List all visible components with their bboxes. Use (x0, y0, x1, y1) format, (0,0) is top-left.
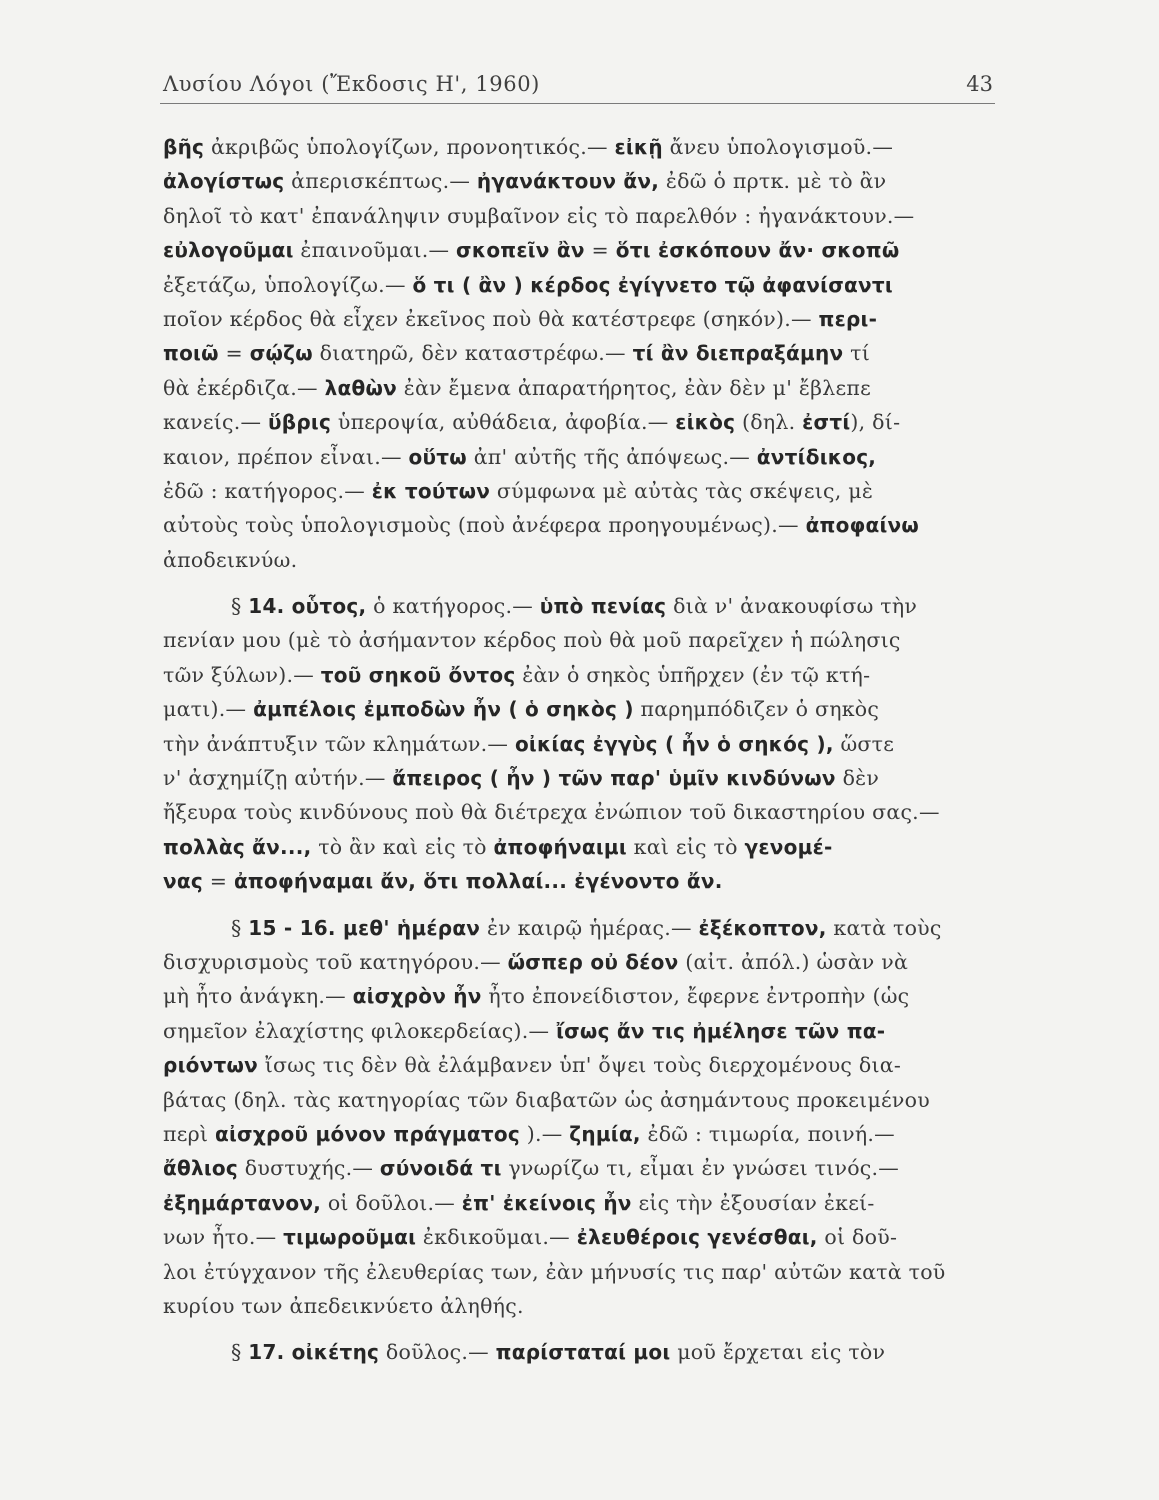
gloss-text: παρημπόδιζεν ὁ σηκὸς (633, 697, 880, 722)
gloss-text: = (218, 341, 250, 366)
text-line (163, 864, 1008, 898)
lemma-term: βῆς (163, 135, 205, 159)
text-line (163, 543, 1008, 577)
lemma-term: ὅτι ἐσκόπουν ἄν· σκοπῶ (615, 238, 900, 263)
lemma-term: γενομέ- (744, 834, 833, 859)
lemma-term: ἀντίδικος, (756, 444, 877, 469)
text-line (163, 1289, 1008, 1323)
text-line (163, 727, 1008, 761)
lemma-term: 14. οὗτος, (248, 594, 367, 619)
text-line (163, 1186, 1008, 1220)
lemma-term: περι- (818, 306, 878, 331)
gloss-text: ἐδῶ : τιμωρία, ποινή.— (640, 1121, 895, 1146)
lemma-term: αἰσχροῦ μόνον πράγματος (214, 1121, 520, 1146)
text-line (163, 233, 1008, 267)
gloss-text: § (231, 594, 249, 619)
gloss-text: περὶ (163, 1121, 215, 1146)
lemma-term: τιμωροῦμαι (283, 1225, 417, 1250)
gloss-text: ἦτο ἐπονείδιστον, ἔφερνε ἐντροπὴν (ὡς (481, 984, 910, 1009)
gloss-text: σύμφωνα μὲ αὐτὰς τὰς σκέψεις, μὲ (490, 478, 874, 503)
gloss-text: ἴσως τις δὲν θὰ ἐλάμβανεν ὑπ' ὄψει τοὺς διερχομένους δια- (258, 1053, 902, 1078)
gloss-text: ἀκριβῶς ὑπολογίζων, προνοητικός.— (204, 135, 615, 159)
lemma-term: ἐλευθέροις γενέσθαι, (576, 1225, 818, 1250)
lemma-term: ἐπ' ἐκείνοις ἦν (461, 1190, 632, 1215)
text-line (163, 911, 1008, 945)
lemma-term: ἀλογίστως (163, 169, 285, 194)
lemma-term: παρίσταταί μοι (495, 1340, 671, 1365)
gloss-text: οἱ δοῦλοι.— (321, 1190, 462, 1215)
lemma-term: ζημία, (569, 1121, 641, 1146)
lemma-term: πολλὰς ἄν..., (163, 834, 312, 859)
gloss-text: = (584, 238, 616, 263)
lemma-term: ἀποφήναιμι (493, 834, 627, 859)
lemma-term: 15 - 16. μεθ' ἡμέραν (248, 915, 481, 940)
text-line (163, 164, 1008, 198)
gloss-text: § (231, 915, 249, 940)
text-line (163, 508, 1008, 542)
gloss-text: κυρίου των ἀπεδεικνύετο ἀληθής. (163, 1293, 524, 1318)
lemma-term: οὕτω (408, 444, 467, 469)
text-line (163, 1220, 1008, 1254)
gloss-text: ἐὰν ἔμενα ἀπαρατήρητος, ἐὰν δὲν μ' ἔβλεπε (396, 375, 871, 400)
gloss-text: καὶ εἰς τὸ (626, 834, 745, 859)
lemma-term: σύνοιδά τι (379, 1156, 502, 1181)
gloss-text: ).— (519, 1121, 570, 1146)
gloss-text: δοῦλος.— (379, 1340, 496, 1365)
lemma-term: ὕβρις (268, 410, 332, 435)
gloss-text: (αἰτ. ἀπόλ.) ὡσὰν νὰ (678, 949, 909, 974)
gloss-text: ἐκδικοῦμαι.— (416, 1225, 577, 1250)
gloss-text: ἐπαινοῦμαι.— (293, 238, 457, 263)
text-line (163, 658, 1008, 692)
gloss-text: = (202, 869, 234, 894)
lemma-term: ἴσως ἄν τις ἠμέλησε τῶν πα- (556, 1018, 886, 1043)
page-body (163, 130, 1008, 1370)
text-line (163, 268, 1008, 302)
lemma-term: σῴζω (249, 341, 313, 366)
gloss-text: ἐν καιρῷ ἡμέρας.— (480, 915, 699, 940)
text-line (163, 692, 1008, 726)
text-line (163, 761, 1008, 795)
gloss-text: δηλοῖ τὸ κατ' ἐπανάληψιν συμβαῖνον εἰς τὸ παρελθόν : ἠγανάκτουν.— (163, 203, 915, 228)
text-line (163, 405, 1008, 439)
text-line (163, 440, 1008, 474)
gloss-text: πενίαν μου (μὲ τὸ ἀσήμαντον κέρδος ποὺ θὰ μοῦ παρεῖχεν ἡ πώλησις (163, 628, 901, 653)
lemma-term: ἐξέκοπτον, (698, 915, 827, 940)
lemma-term: ἀποφήναμαι ἄν, ὅτι πολλαί... ἐγένοντο ἄν. (233, 869, 723, 894)
text-line (163, 1255, 1008, 1289)
gloss-text: ἀπ' αὐτῆς τῆς ἀπόψεως.— (466, 444, 757, 469)
lemma-term: τί ἂν διεπραξάμην (632, 341, 844, 366)
gloss-text: ἄνευ ὑπολογισμοῦ.— (662, 135, 894, 159)
gloss-text: τὸ ἂν καὶ εἰς τὸ (311, 834, 494, 859)
lemma-term: ἐκ τούτων (371, 478, 491, 503)
text-line (163, 979, 1008, 1013)
gloss-text: ἐδῶ : κατήγορος.— (163, 478, 372, 503)
lemma-term: ποιῶ (163, 341, 219, 366)
gloss-text: γνωρίζω τι, εἶμαι ἐν γνώσει τινός.— (501, 1156, 900, 1181)
gloss-text: ν' ἀσχημίζῃ αὐτήν.— (163, 766, 393, 791)
text-line (163, 1048, 1008, 1082)
gloss-text: σημεῖον ἐλαχίστης φιλοκερδείας).— (163, 1018, 557, 1043)
text-line (163, 302, 1008, 336)
text-line (163, 623, 1008, 657)
lemma-term: ὑπὸ πενίας (539, 594, 667, 619)
gloss-text: ὑπεροψία, αὐθάδεια, ἀφοβία.— (331, 410, 676, 435)
gloss-text: αὐτοὺς τοὺς ὑπολογισμοὺς (ποὺ ἀνέφερα προηγουμένως).— (163, 513, 806, 538)
text-line (163, 589, 1008, 623)
text-line (163, 371, 1008, 405)
gloss-text: διὰ ν' ἀνακουφίσω τὴν (666, 594, 918, 619)
lemma-term: εἰκὸς (675, 410, 736, 435)
gloss-text: ἀποδεικνύω. (163, 547, 298, 572)
lemma-term: αἰσχρὸν ἦν (352, 984, 482, 1009)
gloss-text: οἱ δοῦ- (817, 1225, 898, 1250)
gloss-text: ὁ κατήγορος.— (366, 594, 540, 619)
gloss-text: ἐδῶ ὁ πρτκ. μὲ τὸ ἂν (659, 169, 887, 194)
gloss-text: δὲν (835, 766, 880, 791)
text-line (163, 130, 1008, 164)
text-line (163, 1014, 1008, 1048)
text-line (163, 1151, 1008, 1185)
lemma-term: σκοπεῖν ἂν (456, 238, 585, 263)
gloss-text: δυστυχής.— (238, 1156, 380, 1181)
gloss-text: λοι ἐτύγχανον τῆς ἐλευθερίας των, ἐὰν μήνυσίς τις παρ' αὐτῶν κατὰ τοῦ (163, 1259, 946, 1284)
gloss-text: ἀπερισκέπτως.— (284, 169, 477, 194)
text-line (163, 1083, 1008, 1117)
lemma-term: εἰκῇ (614, 135, 663, 159)
gloss-text: κατὰ τοὺς (826, 915, 942, 940)
running-header (163, 72, 993, 102)
gloss-text: τί (843, 341, 871, 366)
lemma-term: οἰκίας ἐγγὺς ( ἦν ὁ σηκός ), (514, 731, 834, 756)
lemma-term: νας (163, 869, 203, 894)
text-line (163, 1117, 1008, 1151)
gloss-text: τῶν ξύλων).— (163, 662, 321, 687)
gloss-text: κανείς.— (163, 410, 269, 435)
lemma-term: ἄθλιος (163, 1156, 239, 1181)
gloss-text: θὰ ἐκέρδιζα.— (163, 375, 325, 400)
gloss-text: (δηλ. (735, 410, 803, 435)
gloss-text: καιον, πρέπον εἶναι.— (163, 444, 409, 469)
page-number: 43 (966, 72, 993, 96)
gloss-text: τὴν ἀνάπτυξιν τῶν κλημάτων.— (163, 731, 515, 756)
text-line (163, 945, 1008, 979)
text-line (163, 336, 1008, 370)
gloss-text: διατηρῶ, δὲν καταστρέφω.— (312, 341, 633, 366)
gloss-text: ἐὰν ὁ σηκὸς ὑπῆρχεν (ἐν τῷ κτή- (515, 662, 871, 687)
lemma-term: ριόντων (163, 1053, 258, 1078)
gloss-text: ὥστε (833, 731, 895, 756)
gloss-text: ἐξετάζω, ὑπολογίζω.— (163, 272, 413, 297)
lemma-term: 17. οἰκέτης (248, 1340, 380, 1365)
gloss-text: ματι).— (163, 697, 254, 722)
lemma-term: ἐξημάρτανον, (163, 1190, 322, 1215)
header-title: Λυσίου Λόγοι (Ἔκδοσις Η', 1960) (163, 72, 540, 96)
gloss-text: ποῖον κέρδος θὰ εἶχεν ἐκεῖνος ποὺ θὰ κατέστρεφε (σηκόν).— (163, 306, 819, 331)
lemma-term: ἀμπέλοις ἐμποδὼν ἦν ( ὁ σηκὸς ) (253, 697, 634, 722)
lemma-term: εὐλογοῦμαι (163, 238, 294, 263)
gloss-text: ), δί- (850, 410, 901, 435)
gloss-text: εἰς τὴν ἐξουσίαν ἐκεί- (631, 1190, 875, 1215)
lemma-term: ἐστί (802, 410, 851, 435)
lemma-term: ὅ τι ( ἂν ) κέρδος ἐγίγνετο τῷ ἀφανίσαντι (412, 272, 893, 297)
header-rule (160, 103, 995, 104)
gloss-text: ἤξευρα τοὺς κινδύνους ποὺ θὰ διέτρεχα ἐνώπιον τοῦ δικαστηρίου σας.— (163, 800, 940, 825)
gloss-text: § (231, 1340, 249, 1365)
gloss-text: δισχυρισμοὺς τοῦ κατηγόρου.— (163, 949, 508, 974)
gloss-text: μὴ ἦτο ἀνάγκη.— (163, 984, 353, 1009)
lemma-term: τοῦ σηκοῦ ὄντος (320, 662, 516, 687)
lemma-term: ἄπειρος ( ἦν ) τῶν παρ' ὑμῖν κινδύνων (392, 766, 836, 791)
gloss-text: μοῦ ἔρχεται εἰς τὸν (670, 1340, 886, 1365)
lemma-term: ὥσπερ οὐ δέον (507, 949, 679, 974)
gloss-text: νων ἦτο.— (163, 1225, 284, 1250)
text-line (163, 1335, 1008, 1369)
lemma-term: λαθὼν (324, 375, 397, 400)
lemma-term: ἀποφαίνω (805, 513, 920, 538)
text-line (163, 199, 1008, 233)
text-line (163, 795, 1008, 829)
lemma-term: ἠγανάκτουν ἄν, (476, 169, 660, 194)
text-line (163, 474, 1008, 508)
text-line (163, 830, 1008, 864)
gloss-text: βάτας (δηλ. τὰς κατηγορίας τῶν διαβατῶν ὡς ἀσημάντους προκειμένου (163, 1087, 930, 1112)
